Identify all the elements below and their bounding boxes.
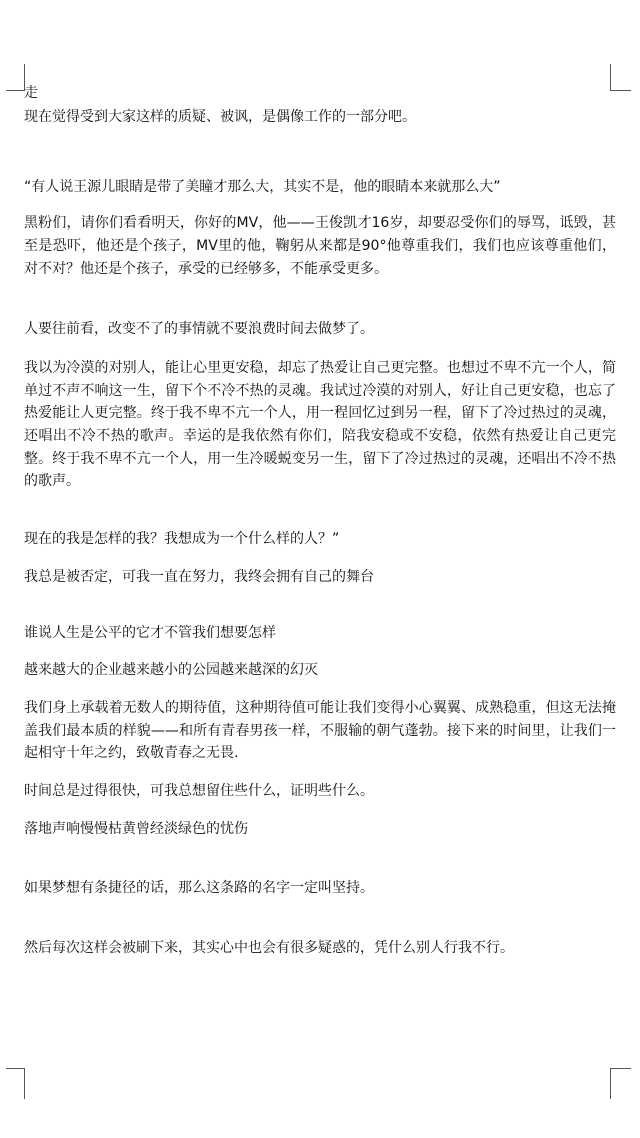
paragraph-1: 走	[24, 85, 38, 101]
paragraph-13: 落地声响慢慢枯黄曾经淡绿色的忧伤	[24, 820, 248, 837]
crop-mark-bottom-left	[6, 1068, 25, 1099]
document-body	[24, 82, 616, 960]
paragraph-6: 我以为冷漠的对别人，能让心里更安稳，却忘了热爱让自己更完整。也想过不卑不亢一个人，简单过不声不响这一生，留下个不冷不热的灵魂。我试过冷漠的对别人，好让自己更安稳，也忘了热爱能让人更完整。终于我不卑不亢一个人，用一程回忆过到另一程，留下了冷过热过的灵魂，还唱出不冷不热的歌声。幸运的是我依然有你们，陪我安稳或不安稳，依然有热爱让自己更完整。终于我不卑不亢一个人，用一生冷暖蜕变另一生，留下了冷过热过的灵魂，还唱出不冷不热的歌声。	[24, 359, 616, 490]
paragraph-10: 越来越大的企业越来越小的公园越来越深的幻灭	[24, 662, 318, 679]
paragraph-4: 黑粉们，请你们看看明天，你好的MV，他——王俊凯才16岁，却要忍受你们的辱骂，诋毁，甚至是恐吓，他还是个孩子，MV里的他，鞠躬从来都是90°他尊重我们，我们也应该尊重他们，对不对？他还是个孩子，承受的已经够多，不能承受更多。	[24, 215, 616, 277]
paragraph-5: 人要往前看，改变不了的事情就不要浪费时间去做梦了。	[24, 321, 374, 338]
crop-mark-bottom-right	[610, 1068, 631, 1099]
paragraph-2: 现在觉得受到大家这样的质疑、被讽，是偶像工作的一部分吧。	[24, 108, 416, 125]
paragraph-15: 然后每次这样会被刷下来，其实心中也会有很多疑惑的，凭什么别人行我不行。	[24, 940, 514, 957]
paragraph-11: 我们身上承载着无数人的期待值，这种期待值可能让我们变得小心翼翼、成熟稳重，但这无法掩盖我们最本质的样貌——和所有青春男孩一样，不服输的朝气蓬勃。接下来的时间里，让我们一起相守十年之约，致敬青春之无畏.	[24, 699, 616, 762]
paragraph-8: 我总是被否定，可我一直在努力，我终会拥有自己的舞台	[24, 568, 374, 585]
paragraph-7: 现在的我是怎样的我？我想成为一个什么样的人？”	[24, 531, 340, 548]
paragraph-14: 如果梦想有条捷径的话，那么这条路的名字一定叫坚持。	[24, 880, 374, 897]
paragraph-12: 时间总是过得很快，可我总想留住些什么，证明些什么。	[24, 783, 374, 800]
paragraph-9: 谁说人生是公平的它才不管我们想要怎样	[24, 624, 276, 641]
paragraph-3: “有人说王源儿眼睛是带了美瞳才那么大，其实不是，他的眼睛本来就那么大”	[24, 179, 501, 196]
crop-mark-top-left	[6, 64, 25, 91]
